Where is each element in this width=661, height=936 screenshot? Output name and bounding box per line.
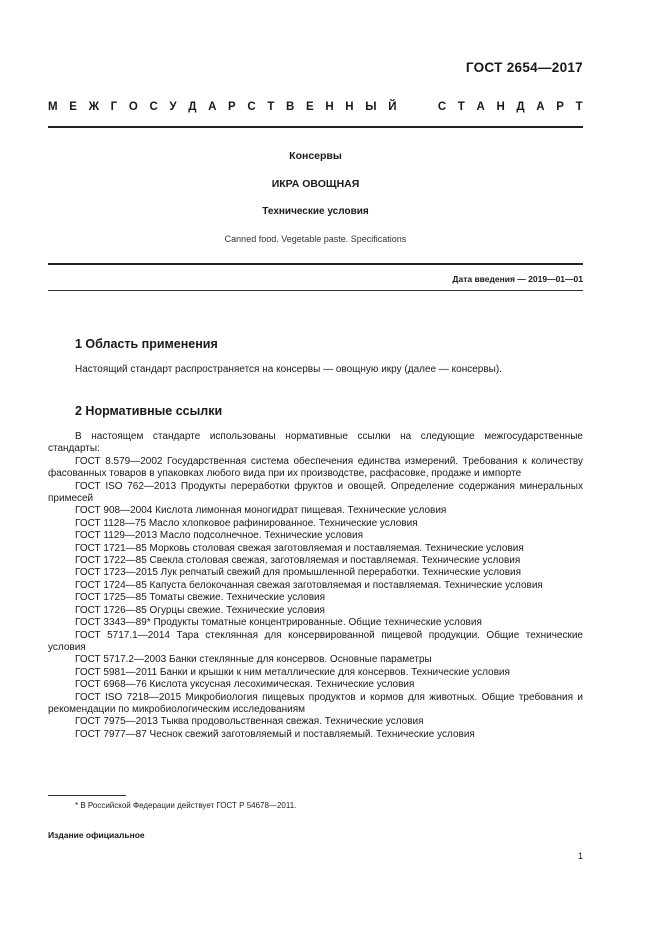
banner-letter: А <box>476 101 485 113</box>
reference-item: ГОСТ 8.579—2002 Государственная система обеспечения единства измерений. Требования к количеству фасованных товаров в упаковках любого вида при их производстве, расфасовке, продаже и импорте <box>48 455 583 480</box>
reference-item: ГОСТ ISO 7218—2015 Микробиология пищевых продуктов и кормов для животных. Общие требования и рекомендации по микробиологическим исследованиям <box>48 691 583 715</box>
reference-item: ГОСТ 1128—75 Масло хлопковое рафинированное. Технические условия <box>75 517 418 529</box>
references-list <box>48 431 583 741</box>
banner-letter: Т <box>457 101 465 113</box>
references-intro: В настоящем стандарте использованы нормативные ссылки на следующие межгосударственные стандарты: <box>48 431 583 455</box>
introduction-date: Дата введения — 2019—01—01 <box>452 274 583 284</box>
banner-letter: Ы <box>365 101 377 113</box>
banner-letter: М <box>48 101 58 113</box>
date-rule <box>48 290 583 291</box>
banner-letter: Н <box>496 101 505 113</box>
banner-letter: С <box>437 101 447 113</box>
reference-item: ГОСТ 1724—85 Капуста белокочанная свежая заготовляемая и поставляемая. Технические условия <box>75 579 543 591</box>
section-1-text: Настоящий стандарт распространяется на консервы — овощную икру (далее — консервы). <box>75 364 502 375</box>
document-number: ГОСТ 2654—2017 <box>465 60 583 75</box>
banner-letter: С <box>247 101 256 113</box>
banner-letter: Г <box>110 101 118 113</box>
banner-letter: Е <box>306 101 314 113</box>
banner-letter <box>423 101 426 113</box>
banner-letter: В <box>286 101 295 113</box>
standard-banner <box>48 101 583 113</box>
banner-letter: О <box>128 101 138 113</box>
banner-letter: Н <box>325 101 334 113</box>
reference-item: ГОСТ 1726—85 Огурцы свежие. Технические условия <box>75 604 325 616</box>
top-rule <box>48 126 583 128</box>
banner-letter: Н <box>345 101 354 113</box>
middle-rule <box>48 263 583 265</box>
reference-item: ГОСТ 3343—89* Продукты томатные концентрированные. Общие технические условия <box>75 617 482 629</box>
reference-item: ГОСТ 1722—85 Свекла столовая свежая, заготовляемая и поставляемая. Технические условия <box>75 555 521 567</box>
banner-letter: С <box>149 101 158 113</box>
title-group: Консервы <box>289 150 342 162</box>
banner-letter: Р <box>556 101 564 113</box>
title-subtitle: Технические условия <box>262 206 369 217</box>
banner-letter: Т <box>575 101 583 113</box>
reference-item: ГОСТ 5717.2—2003 Банки стеклянные для консервов. Основные параметры <box>75 654 432 666</box>
reference-item: ГОСТ 1723—2015 Лук репчатый свежий для промышленной переработки. Технические условия <box>75 567 522 579</box>
banner-letter: Д <box>188 101 197 113</box>
reference-item: ГОСТ 1721—85 Морковь столовая свежая заготовляемая и поставляемая. Технические условия <box>75 542 524 554</box>
banner-letter: Р <box>228 101 236 113</box>
banner-letter: Й <box>388 101 397 113</box>
reference-item: ГОСТ 908—2004 Кислота лимонная моногидрат пищевая. Технические условия <box>75 505 447 517</box>
reference-item: ГОСТ 5981—2011 Банки и крышки к ним металлические для консервов. Технические условия <box>75 666 510 678</box>
reference-item: ГОСТ 1725—85 Томаты свежие. Технические условия <box>75 592 326 604</box>
reference-item: ГОСТ 7975—2013 Тыква продовольственная свежая. Технические условия <box>75 716 424 728</box>
banner-letter: Т <box>267 101 275 113</box>
reference-item: ГОСТ 1129—2013 Масло подсолнечное. Технические условия <box>75 530 364 542</box>
reference-item: ГОСТ 7977—87 Чеснок свежий заготовляемый и поставляемый. Технические условия <box>75 728 475 740</box>
banner-letter: Д <box>516 101 525 113</box>
footnote-rule <box>48 795 126 796</box>
footnote: * В Российской Федерации действует ГОСТ Р 54678—2011. <box>75 801 297 810</box>
page-number: 1 <box>577 851 583 861</box>
title-english: Canned food. Vegetable paste. Specifications <box>224 234 407 244</box>
section-1-heading: 1 Область применения <box>75 337 218 351</box>
reference-item: ГОСТ 5717.1—2014 Тара стеклянная для консервированной пищевой продукции. Общие технические условия <box>48 629 583 653</box>
banner-letter: А <box>208 101 217 113</box>
reference-item: ГОСТ ISO 762—2013 Продукты переработки фруктов и овощей. Определение содержания минеральных примесей <box>48 480 583 505</box>
title-main: ИКРА ОВОЩНАЯ <box>271 178 360 190</box>
banner-letter: А <box>536 101 545 113</box>
edition-label: Издание официальное <box>48 830 145 840</box>
banner-letter <box>408 101 411 113</box>
section-2-heading: 2 Нормативные ссылки <box>75 404 223 418</box>
banner-letter: У <box>169 101 177 113</box>
reference-item: ГОСТ 6968—76 Кислота уксусная лесохимическая. Технические условия <box>75 679 415 691</box>
banner-letter: Ж <box>88 101 99 113</box>
banner-letter: Е <box>69 101 77 113</box>
